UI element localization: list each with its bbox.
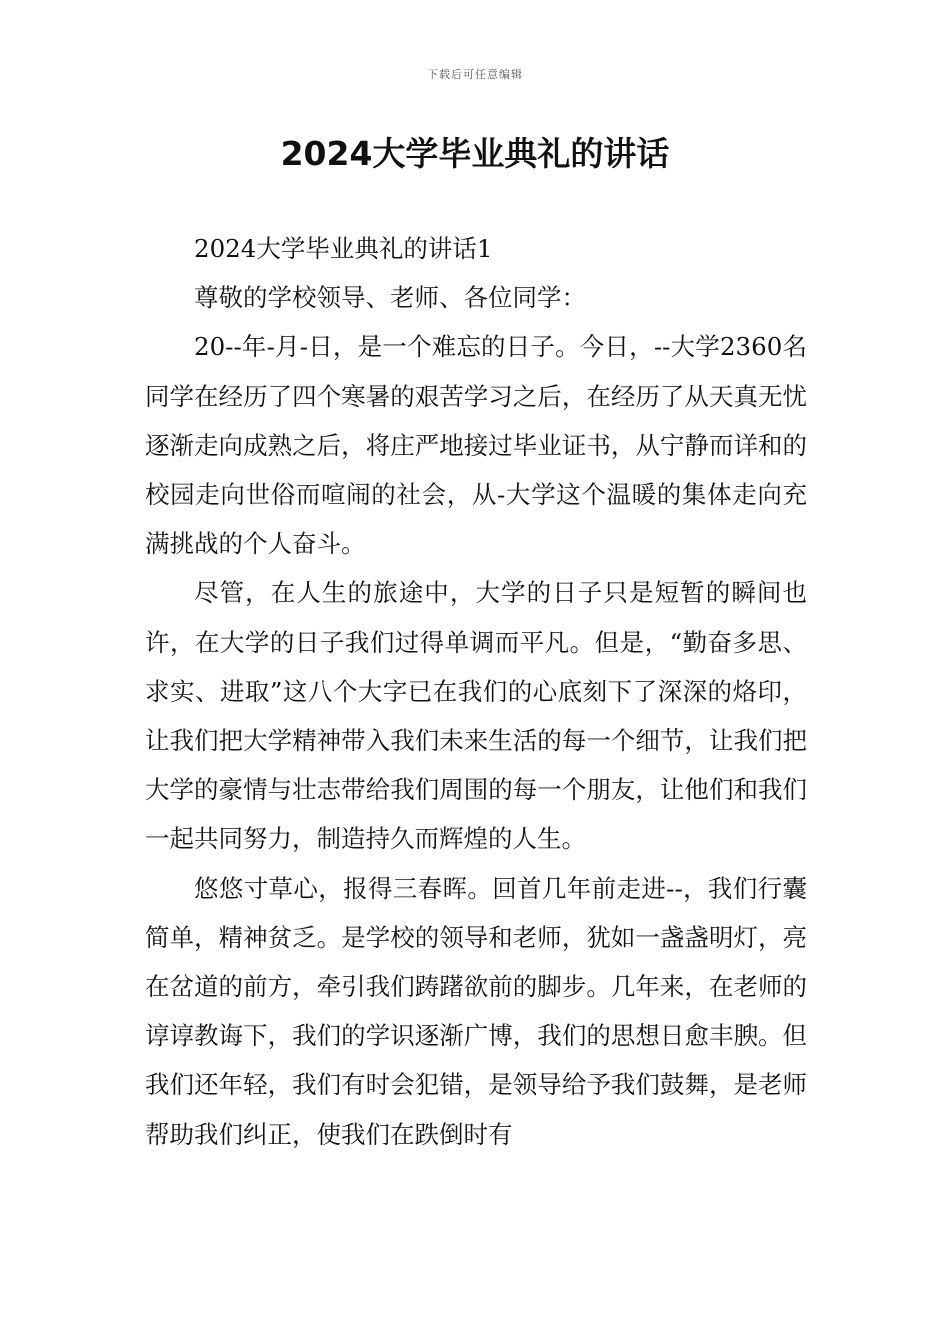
section-heading: 2024大学毕业典礼的讲话1 (194, 234, 493, 263)
document-body (145, 224, 807, 1159)
paragraph: 尽管，在人生的旅途中，大学的日子只是短暂的瞬间也许，在大学的日子我们过得单调而平凡。但是，“勤奋多思、求实、进取”这八个大字已在我们的心底刻下了深深的烙印，让我们把大学精神带入我们未来生活的每一个细节，让我们把大学的豪情与壮志带给我们周围的每一个朋友，让他们和我们一起共同努力，制造持久而辉煌的人生。 (145, 578, 807, 854)
header-note: 下载后可任意编辑 (427, 68, 523, 81)
document-title: 2024大学毕业典礼的讲话 (280, 134, 670, 173)
paragraph: 悠悠寸草心，报得三春晖。回首几年前走进--，我们行囊简单，精神贫乏。是学校的领导和老师，犹如一盏盏明灯，亮在岔道的前方，牵引我们踌躇欲前的脚步。几年来，在老师的谆谆教诲下，我们的学识逐渐广博，我们的思想日愈丰腴。但我们还年轻，我们有时会犯错，是领导给予我们鼓舞，是老师帮助我们纠正，使我们在跌倒时有 (145, 873, 807, 1149)
paragraph: 20--年-月-日，是一个难忘的日子。今日，--大学2360名同学在经历了四个寒暑的艰苦学习之后，在经历了从天真无忧逐渐走向成熟之后，将庄严地接过毕业证书，从宁静而详和的校园走向世俗而喧闹的社会，从-大学这个温暖的集体走向充满挑战的个人奋斗。 (145, 332, 807, 559)
salutation: 尊敬的学校领导、老师、各位同学： (194, 283, 586, 313)
